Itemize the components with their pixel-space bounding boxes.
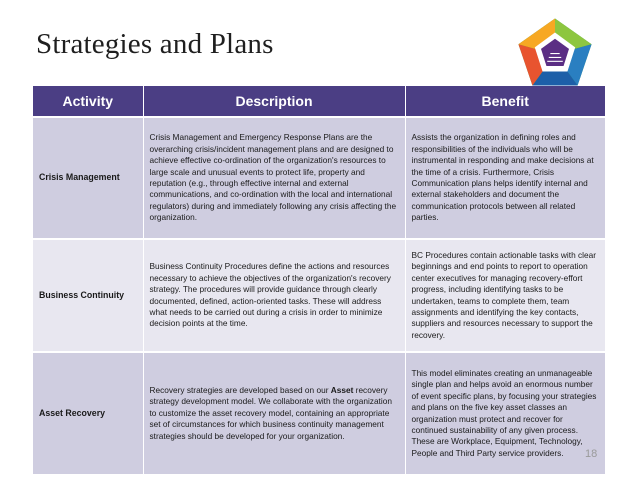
column-header-benefit: Benefit xyxy=(405,86,605,117)
description-cell: Business Continuity Procedures define the actions and resources necessary to achieve the objectives of the organization's recovery strategy. The procedures will provide guidance through clearly documented, defined, action-oriented tasks. These will address what needs to be carried out during a crisis in order to minimize decision points at the time. xyxy=(143,239,405,352)
benefit-cell: Assists the organization in defining roles and responsibilities of the individuals who will be instrumental in responding and make decisions at the time of a crisis. Furthermore, Crisis Communication plans helps identify internal and external stakeholders and document the communication protocols between all related parties. xyxy=(405,117,605,239)
table-header-row xyxy=(33,86,605,117)
activity-cell: Asset Recovery xyxy=(33,352,143,474)
activity-cell: Crisis Management xyxy=(33,117,143,239)
pentagon-logo-icon xyxy=(516,17,594,87)
description-cell xyxy=(143,352,405,474)
column-header-description: Description xyxy=(143,86,405,117)
description-text: recovery strategy development model. We collaborate with the organization to customize the asset recovery model, containing an appropriate set of circumstances for which business continuity management strategies should be developed for your organization. xyxy=(149,384,392,441)
description-cell: Crisis Management and Emergency Response Plans are the overarching crisis/incident management plans and are designed to achieve effective co-ordination of the organization's resources to large scale and unusual events to protect life, property and reputation (e.g., through effective internal and external communications, and co-ordination with the local and international regulators) during and immediately following any crisis affecting the organization. xyxy=(143,117,405,239)
benefit-cell: This model eliminates creating an unmanageable single plan and helps avoid an enormous number of event specific plans, by focusing your strategies and plans on the five key asset classes an organization must protect and recover for continued sustainability of any given process. These are Workplace, Equipment, Technology, People and Third Party service providers. xyxy=(405,352,605,474)
page-title: Strategies and Plans xyxy=(36,28,274,60)
table-row xyxy=(33,239,605,352)
table-row xyxy=(33,352,605,474)
table-row xyxy=(33,117,605,239)
benefit-cell: BC Procedures contain actionable tasks with clear beginnings and end points to report to operation center executives for managing recovery-effort progress, including identifying tasks to be undertaken, teams to complete them, team assignments and identifying the key contacts, suppliers and resources necessary to support the recovery. xyxy=(405,239,605,352)
column-header-activity: Activity xyxy=(33,86,143,117)
page-number: 18 xyxy=(585,448,598,460)
description-bold-text: Asset xyxy=(330,384,354,395)
activity-cell: Business Continuity xyxy=(33,239,143,352)
description-text: Recovery strategies are developed based on our xyxy=(149,384,331,395)
strategies-table xyxy=(33,86,605,474)
